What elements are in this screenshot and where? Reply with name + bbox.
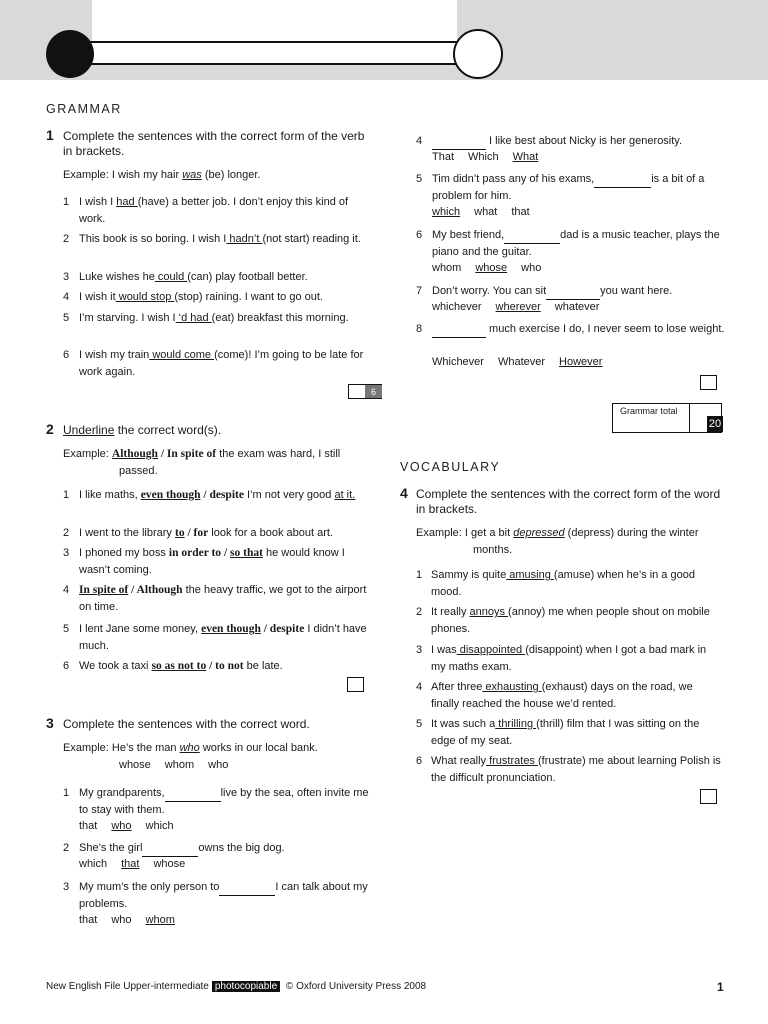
item-text: (eat) breakfast this morning. xyxy=(211,312,349,324)
option-b: despite xyxy=(269,623,305,635)
option: that xyxy=(79,820,98,832)
list-item xyxy=(79,231,371,248)
list-item xyxy=(432,227,737,261)
option-a: so as not to xyxy=(151,660,207,672)
item-answer: disappointed xyxy=(456,644,526,656)
option-sep: / xyxy=(200,489,210,501)
instruction-underline: Underline xyxy=(63,423,115,437)
item-number: 8 xyxy=(416,323,423,335)
question-number: 4 xyxy=(400,485,408,501)
item-text: It really xyxy=(431,606,470,618)
item-text: much exercise I do, I never seem to lose weight. xyxy=(486,323,725,335)
list-item xyxy=(79,525,371,542)
correct-option: which xyxy=(432,206,461,218)
item-text: I lent Jane some money, xyxy=(79,623,202,635)
option-a: even though xyxy=(201,623,261,635)
item-number: 6 xyxy=(63,349,70,361)
score-value: 6 xyxy=(365,385,382,398)
example-sep: / xyxy=(157,448,167,460)
example-text: He’s the man xyxy=(111,742,180,754)
list-item xyxy=(79,269,371,286)
item-text: (come)! I’m going to be late for work again. xyxy=(79,349,364,378)
option-sep: / xyxy=(206,660,216,672)
header-title-area xyxy=(92,0,457,44)
example-option: In spite of xyxy=(166,448,217,460)
question-number: 1 xyxy=(46,127,54,143)
item-text: I like best about Nicky is her generosity. xyxy=(486,135,683,147)
total-divider xyxy=(689,404,690,432)
option: whichever xyxy=(432,301,482,313)
option: whose xyxy=(119,759,151,771)
item-number: 6 xyxy=(63,660,70,672)
correct-option: whom xyxy=(145,914,175,926)
answer-options xyxy=(79,914,189,926)
item-text: look for a book about art. xyxy=(208,527,333,539)
item-text: I went to the library xyxy=(79,527,175,539)
grammar-total-label: Grammar total xyxy=(620,406,678,416)
option: what xyxy=(474,206,498,218)
item-answer: could xyxy=(154,271,188,283)
score-box xyxy=(700,789,717,804)
list-item xyxy=(79,840,371,857)
item-text: She’s the girl xyxy=(79,842,143,854)
example-label: Example: xyxy=(416,527,465,539)
list-item xyxy=(79,289,371,306)
item-text: is a bit of a problem for him. xyxy=(432,173,705,202)
photocopiable-badge: photocopiable xyxy=(212,981,280,992)
option-a: in order to xyxy=(168,547,222,559)
answer-options xyxy=(79,820,188,832)
example-text: works in our local bank. xyxy=(199,742,318,754)
answer-options xyxy=(432,206,544,218)
item-answer: ‘d had xyxy=(175,312,212,324)
list-item xyxy=(79,658,371,675)
item-answer: had xyxy=(116,196,138,208)
instruction-text: the correct word(s). xyxy=(114,423,222,437)
option-sep: / xyxy=(260,623,270,635)
item-number: 1 xyxy=(63,196,70,208)
item-number: 3 xyxy=(63,547,70,559)
item-answer: frustrates xyxy=(486,755,538,767)
option-a: to xyxy=(175,527,185,539)
item-text: I didn’t have much. xyxy=(79,623,367,652)
option: whose xyxy=(153,858,186,870)
answer-options xyxy=(432,262,555,274)
list-item xyxy=(431,716,721,750)
list-item xyxy=(432,321,737,338)
list-item xyxy=(79,347,371,381)
example-line xyxy=(63,167,373,184)
item-number: 2 xyxy=(63,527,70,539)
option: who xyxy=(208,759,229,771)
item-number: 1 xyxy=(63,489,70,501)
list-item xyxy=(432,133,737,150)
item-text: My grandparents, xyxy=(79,787,165,799)
example-text: (be) longer. xyxy=(201,169,261,181)
item-text: he would know I wasn’t coming. xyxy=(79,547,345,576)
item-text: (thrill) film that I was sitting on the edge of my seat. xyxy=(431,718,700,747)
item-text: I wish it xyxy=(79,291,116,303)
item-answer: hadn’t xyxy=(226,233,263,245)
question-number: 3 xyxy=(46,715,54,731)
list-item xyxy=(79,582,371,616)
answer-options xyxy=(432,356,616,368)
item-number: 6 xyxy=(416,229,423,241)
item-answer: would come xyxy=(149,349,215,361)
example-answer: Although xyxy=(111,448,158,460)
option-b: to not xyxy=(215,660,244,672)
list-item xyxy=(431,567,721,601)
item-text: the heavy traffic, we got to the airport on time. xyxy=(79,584,367,613)
item-text: Luke wishes he xyxy=(79,271,155,283)
item-text: After three xyxy=(431,681,483,693)
answer-options xyxy=(79,858,199,870)
header-bar xyxy=(68,41,480,65)
item-text: (have) a better job. I don’t enjoy this kind of work. xyxy=(79,196,349,225)
question-instruction: Complete the sentences with the correct form of the word in brackets. xyxy=(416,487,721,516)
list-item xyxy=(432,283,737,300)
item-text: I wish I xyxy=(79,196,117,208)
option: which xyxy=(79,858,108,870)
item-text: (disappoint) when I got a bad mark in my maths exam. xyxy=(431,644,707,673)
list-item xyxy=(79,194,371,228)
list-item xyxy=(431,753,721,787)
item-number: 5 xyxy=(63,312,70,324)
item-number: 4 xyxy=(63,584,70,596)
item-text: (frustrate) me about learning Polish is the difficult pronunciation. xyxy=(431,755,721,784)
item-text: This book is so boring. I wish I xyxy=(79,233,227,245)
item-number: 6 xyxy=(416,755,423,767)
item-text: We took a taxi xyxy=(79,660,152,672)
option: Whatever xyxy=(497,356,546,368)
item-text: My best friend, xyxy=(432,229,505,241)
example-answer: who xyxy=(179,742,200,754)
item-number: 2 xyxy=(63,233,70,245)
item-text: I can talk about my problems. xyxy=(79,881,368,910)
footer xyxy=(46,981,426,992)
item-text: (amuse) when he’s in a good mood. xyxy=(431,569,695,598)
list-item xyxy=(431,679,721,713)
question-instruction: Complete the sentences with the correct form of the verb in brackets. xyxy=(63,129,365,158)
item-text: I’m starving. I wish I xyxy=(79,312,176,324)
option-b: for xyxy=(193,527,209,539)
example-line xyxy=(63,740,373,757)
item-answer: would stop xyxy=(115,291,175,303)
example-label: Example: xyxy=(63,169,112,181)
option: Which xyxy=(468,151,499,163)
item-text: (exhaust) days on the road, we finally reached the house we’d rented. xyxy=(431,681,693,710)
item-number: 3 xyxy=(63,271,70,283)
list-item xyxy=(431,642,721,676)
page-number: 1 xyxy=(717,980,724,994)
option: who xyxy=(521,262,542,274)
item-text: Tim didn’t pass any of his exams, xyxy=(432,173,595,185)
option: that xyxy=(79,914,98,926)
example-line xyxy=(63,446,373,480)
option-b: Although xyxy=(136,584,183,596)
answer-options xyxy=(432,301,613,313)
item-text: Don’t worry. You can sit xyxy=(432,285,547,297)
item-answer: thrilling xyxy=(495,718,537,730)
answer-blank xyxy=(546,287,600,300)
example-text: the exam was hard, I still passed. xyxy=(119,448,341,477)
answer-blank xyxy=(219,883,275,896)
item-text: live by the sea, often invite me to stay with them. xyxy=(79,787,369,816)
correct-option: that xyxy=(121,858,140,870)
score-box xyxy=(700,375,717,390)
item-text: What really xyxy=(431,755,487,767)
item-answer: at it. xyxy=(334,489,356,501)
item-number: 5 xyxy=(416,718,423,730)
score-box xyxy=(347,677,364,692)
option: who xyxy=(111,914,132,926)
item-number: 4 xyxy=(416,135,423,147)
example-options xyxy=(119,759,242,771)
option-sep: / xyxy=(128,584,137,596)
item-number: 7 xyxy=(416,285,423,297)
vocabulary-title: VOCABULARY xyxy=(400,460,501,474)
option-sep: / xyxy=(184,527,194,539)
correct-option: whose xyxy=(475,262,508,274)
list-item xyxy=(79,487,371,504)
example-text: I get a bit xyxy=(464,527,514,539)
example-text: (depress) during the winter months. xyxy=(473,527,699,556)
correct-option: However xyxy=(559,356,603,368)
example-answer: depressed xyxy=(513,527,565,539)
item-number: 2 xyxy=(63,842,70,854)
list-item xyxy=(432,171,737,205)
header-circle-left xyxy=(46,30,94,78)
item-text: I wish my train xyxy=(79,349,150,361)
item-number: 4 xyxy=(63,291,70,303)
answer-blank xyxy=(432,325,486,338)
option: That xyxy=(432,151,455,163)
item-text: (can) play football better. xyxy=(187,271,308,283)
option-b: so that xyxy=(230,547,263,559)
option-a: In spite of xyxy=(79,584,129,596)
option: which xyxy=(145,820,174,832)
item-text: (not start) reading it. xyxy=(262,233,361,245)
answer-blank xyxy=(165,789,221,802)
grammar-total-box xyxy=(612,403,722,433)
example-text: I wish my hair xyxy=(111,169,183,181)
item-text: It was such a xyxy=(431,718,496,730)
list-item xyxy=(79,310,371,327)
item-number: 4 xyxy=(416,681,423,693)
item-text: Sammy is quite xyxy=(431,569,507,581)
answer-blank xyxy=(594,175,651,188)
question-instruction: Complete the sentences with the correct word. xyxy=(63,717,310,731)
option: whom xyxy=(164,759,195,771)
footer-copyright: © Oxford University Press 2008 xyxy=(285,981,427,992)
item-text: My mum’s the only person to xyxy=(79,881,220,893)
item-number: 5 xyxy=(416,173,423,185)
item-text: you want here. xyxy=(600,285,673,297)
option: whatever xyxy=(554,301,600,313)
list-item xyxy=(79,621,371,655)
item-number: 3 xyxy=(63,881,70,893)
score-box xyxy=(348,384,382,399)
item-number: 2 xyxy=(416,606,423,618)
option-b: despite xyxy=(209,489,244,501)
item-text: I was xyxy=(431,644,457,656)
correct-option: who xyxy=(111,820,132,832)
list-item xyxy=(79,545,371,579)
item-text: dad is a music teacher, plays the piano and the guitar. xyxy=(432,229,720,258)
item-text: I like maths, xyxy=(79,489,141,501)
option: Whichever xyxy=(432,356,484,368)
correct-option: wherever xyxy=(495,301,541,313)
example-answer: was xyxy=(182,169,202,181)
grammar-title: GRAMMAR xyxy=(46,102,122,116)
item-number: 5 xyxy=(63,623,70,635)
list-item xyxy=(79,879,371,913)
item-text: I phoned my boss xyxy=(79,547,169,559)
list-item xyxy=(79,785,371,819)
item-answer: amusing xyxy=(506,569,554,581)
answer-blank xyxy=(504,231,560,244)
grammar-total-value: 20 xyxy=(708,418,722,430)
option: that xyxy=(511,206,530,218)
question-instruction xyxy=(63,423,373,438)
correct-option: What xyxy=(512,151,539,163)
item-text: I’m not very good xyxy=(243,489,335,501)
footer-book: New English File Upper-intermediate xyxy=(46,981,209,992)
option-a: even though xyxy=(140,489,201,501)
example-label: Example: xyxy=(63,448,112,460)
item-text: be late. xyxy=(243,660,283,672)
item-text: (stop) raining. I want to go out. xyxy=(174,291,323,303)
example-label: Example: xyxy=(63,742,112,754)
answer-options xyxy=(432,151,552,163)
header-circle-right xyxy=(453,29,503,79)
example-line xyxy=(416,525,726,559)
item-text: owns the big dog. xyxy=(198,842,285,854)
item-text: (annoy) me when people shout on mobile phones. xyxy=(431,606,710,635)
option: whom xyxy=(432,262,462,274)
list-item xyxy=(431,604,721,638)
answer-blank xyxy=(432,137,486,150)
item-answer: exhausting xyxy=(482,681,542,693)
item-number: 3 xyxy=(416,644,423,656)
question-number: 2 xyxy=(46,421,54,437)
item-number: 1 xyxy=(416,569,423,581)
option-sep: / xyxy=(221,547,231,559)
answer-blank xyxy=(142,844,198,857)
item-number: 1 xyxy=(63,787,70,799)
item-answer: annoys xyxy=(469,606,509,618)
